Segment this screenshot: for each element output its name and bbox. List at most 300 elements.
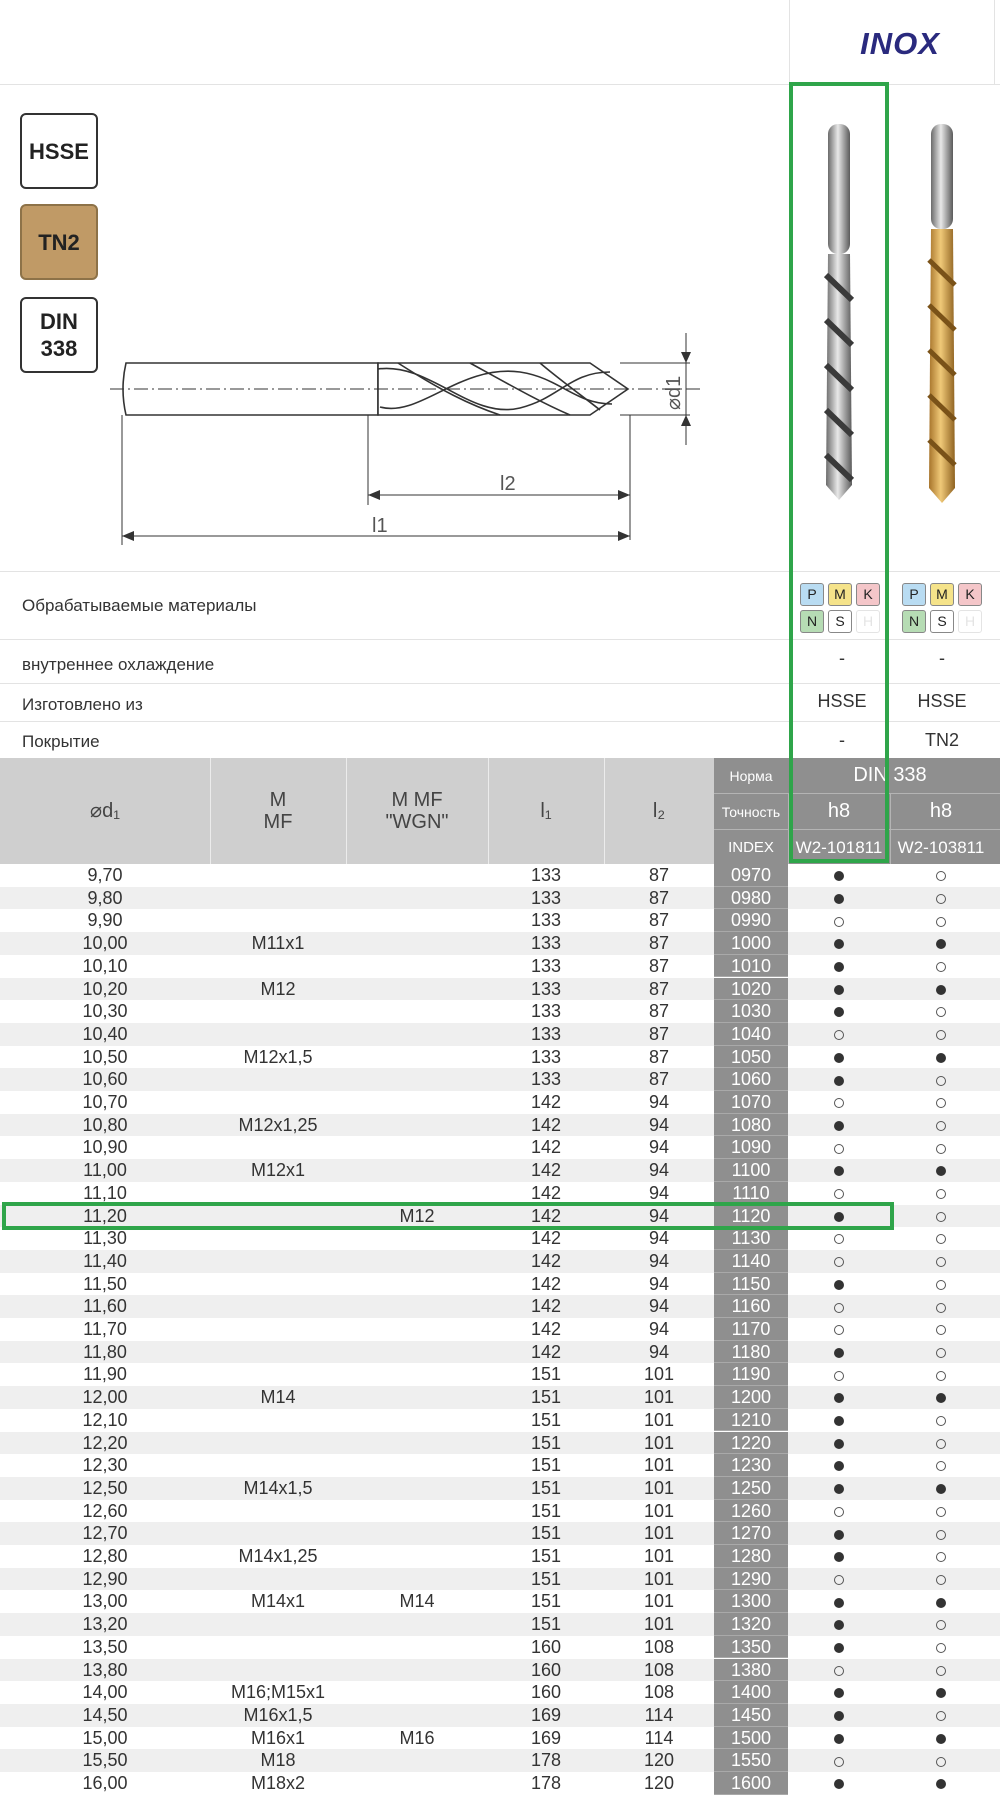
- on-order-circle-icon: [936, 1076, 946, 1086]
- length-l2-cell: 101: [643, 1591, 675, 1612]
- thread-m-cell: M14x1: [250, 1591, 306, 1612]
- stock-cell-col1: [788, 1273, 890, 1296]
- material-k: K: [856, 583, 880, 606]
- table-row: [0, 932, 1000, 955]
- length-l2-cell: 101: [643, 1455, 675, 1476]
- length-l1-cell: 142: [530, 1319, 562, 1339]
- table-row: [0, 1250, 1000, 1273]
- diameter-cell: 9,70: [87, 865, 123, 885]
- thread-m-cell: [210, 1341, 346, 1364]
- thread-wgn-cell: [346, 1114, 488, 1137]
- diameter-cell: 13,20: [82, 1614, 128, 1635]
- thread-m-cell: [210, 1454, 346, 1477]
- stock-cell-col2: [890, 864, 992, 887]
- stock-cell-col2: [890, 1295, 992, 1318]
- length-l2-cell: 94: [648, 1341, 670, 1362]
- table-row: [0, 1454, 1000, 1477]
- thread-wgn-cell: [346, 1159, 488, 1182]
- index-cell: 1400: [714, 1681, 788, 1704]
- diameter-cell: 11,30: [83, 1228, 127, 1249]
- in-stock-dot-icon: [834, 1484, 844, 1494]
- stock-cell-col2: [890, 1136, 992, 1159]
- coating-badge-label: TN2: [38, 229, 80, 255]
- table-row: [0, 1341, 1000, 1364]
- thread-m-cell: M11x1: [251, 933, 305, 954]
- index-cell: 1250: [714, 1477, 788, 1500]
- length-l1-cell: 133: [530, 1001, 562, 1022]
- drill-drawing: [110, 333, 700, 545]
- stock-cell-col1: [788, 1341, 890, 1364]
- index-cell: 1120: [714, 1205, 788, 1228]
- thread-wgn-cell: [346, 1500, 488, 1523]
- material-p: P: [800, 583, 824, 606]
- length-l1-cell: 133: [530, 955, 562, 976]
- material-h: H: [856, 610, 880, 633]
- thread-m-cell: [210, 1613, 346, 1636]
- length-l1-cell: 142: [530, 1205, 562, 1226]
- in-stock-dot-icon: [834, 894, 844, 904]
- stock-cell-col1: [788, 1409, 890, 1432]
- length-l2-cell: 101: [643, 1387, 675, 1408]
- header-l2: l₂: [604, 758, 715, 864]
- length-l1-cell: 142: [530, 1182, 562, 1203]
- on-order-circle-icon: [834, 1030, 844, 1040]
- in-stock-dot-icon: [936, 1688, 946, 1698]
- thread-m-cell: [210, 909, 346, 932]
- in-stock-dot-icon: [936, 985, 946, 995]
- stock-cell-col1: [788, 1636, 890, 1659]
- length-l1-cell: 178: [530, 1750, 562, 1771]
- in-stock-dot-icon: [936, 1734, 946, 1744]
- materials-row: [0, 571, 1000, 640]
- thread-m-cell: [210, 1136, 346, 1159]
- length-l1-cell: 133: [530, 1023, 562, 1044]
- stock-cell-col1: [788, 1205, 890, 1228]
- stock-cell-col1: [788, 1363, 890, 1386]
- thread-m-cell: [210, 1318, 346, 1341]
- stock-cell-col1: [788, 1727, 890, 1750]
- in-stock-dot-icon: [834, 1416, 844, 1426]
- on-order-circle-icon: [936, 1507, 946, 1517]
- in-stock-dot-icon: [834, 1711, 844, 1721]
- length-l2-cell: 94: [648, 1250, 670, 1271]
- on-order-circle-icon: [834, 1234, 844, 1244]
- thread-wgn-cell: M14: [399, 1591, 435, 1612]
- length-l2-cell: 94: [648, 1114, 670, 1135]
- in-stock-dot-icon: [936, 1053, 946, 1063]
- table-row: [0, 978, 1000, 1001]
- stock-cell-col2: [890, 1704, 992, 1727]
- length-l2-cell: 94: [648, 1205, 670, 1226]
- length-l1-cell: 133: [530, 865, 562, 885]
- diameter-cell: 13,80: [82, 1659, 128, 1680]
- thread-wgn-cell: [346, 1273, 488, 1296]
- thread-wgn-cell: [346, 909, 488, 932]
- length-l2-cell: 87: [648, 1023, 670, 1044]
- thread-m-cell: M14x1,5: [243, 1477, 313, 1498]
- length-l1-cell: 151: [530, 1614, 562, 1635]
- cooling-row: [0, 639, 1000, 684]
- on-order-circle-icon: [936, 894, 946, 904]
- stock-cell-col2: [890, 1046, 992, 1069]
- material-n: N: [800, 610, 824, 633]
- table-row: [0, 1318, 1000, 1341]
- thread-wgn-cell: [346, 1659, 488, 1682]
- coating-label: Покрытие: [22, 732, 100, 751]
- thread-wgn-cell: [346, 1613, 488, 1636]
- header-m-line2: MF: [263, 811, 293, 833]
- thread-wgn-cell: [346, 1000, 488, 1023]
- thread-wgn-cell: M12: [399, 1205, 435, 1226]
- stock-cell-col1: [788, 1704, 890, 1727]
- diameter-cell: 10,10: [82, 955, 128, 976]
- in-stock-dot-icon: [834, 1053, 844, 1063]
- thread-wgn-cell: [346, 1023, 488, 1046]
- drill-photo-steel: [826, 124, 852, 500]
- norm-badge-line2: 338: [40, 336, 78, 361]
- stock-cell-col1: [788, 1227, 890, 1250]
- length-l1-cell: 133: [530, 978, 562, 999]
- length-l1-cell: 133: [530, 933, 562, 954]
- index-cell: 1030: [714, 1000, 788, 1023]
- diameter-cell: 14,50: [82, 1704, 128, 1725]
- length-l2-cell: 101: [643, 1409, 675, 1430]
- table-row: [0, 909, 1000, 932]
- material-p: P: [902, 583, 926, 606]
- table-row: [0, 1227, 1000, 1250]
- index-cell: 0970: [714, 864, 788, 887]
- on-order-circle-icon: [834, 1757, 844, 1767]
- on-order-circle-icon: [834, 1575, 844, 1585]
- on-order-circle-icon: [936, 1666, 946, 1676]
- table-row: [0, 1636, 1000, 1659]
- index-cell: 1020: [714, 978, 788, 1001]
- thread-wgn-cell: [346, 1091, 488, 1114]
- length-l2-cell: 94: [648, 1137, 670, 1158]
- table-row: [0, 1114, 1000, 1137]
- thread-m-cell: [210, 1659, 346, 1682]
- stock-cell-col2: [890, 1273, 992, 1296]
- diameter-cell: 12,00: [82, 1387, 128, 1408]
- on-order-circle-icon: [936, 962, 946, 972]
- header-m-mf: [210, 758, 347, 864]
- stock-cell-col1: [788, 1568, 890, 1591]
- diameter-cell: 10,20: [82, 978, 128, 999]
- stock-cell-col2: [890, 1454, 992, 1477]
- material-s: S: [828, 610, 852, 633]
- table-row: [0, 1590, 1000, 1613]
- stock-cell-col2: [890, 955, 992, 978]
- stock-cell-col2: [890, 1318, 992, 1341]
- stock-cell-col2: [890, 1386, 992, 1409]
- stock-cell-col2: [890, 1159, 992, 1182]
- length-l1-cell: 142: [530, 1296, 562, 1317]
- diameter-cell: 10,00: [82, 933, 128, 954]
- thread-m-cell: [210, 1409, 346, 1432]
- index-cell: 1090: [714, 1136, 788, 1159]
- on-order-circle-icon: [936, 1212, 946, 1222]
- index-cell: 1160: [714, 1295, 788, 1318]
- material-m: M: [828, 583, 852, 606]
- stock-cell-col1: [788, 1318, 890, 1341]
- index-cell: 1230: [714, 1454, 788, 1477]
- stock-cell-col1: [788, 909, 890, 932]
- material-h: H: [958, 610, 982, 633]
- stock-cell-col2: [890, 1522, 992, 1545]
- norm-label: Норма: [729, 767, 773, 784]
- diameter-cell: 11,60: [83, 1296, 127, 1317]
- index-cell: 1350: [714, 1636, 788, 1659]
- drill-photo-gold: [929, 124, 955, 503]
- thread-wgn-cell: [346, 1046, 488, 1069]
- diameter-cell: 12,50: [82, 1477, 128, 1498]
- length-l1-cell: 142: [530, 1250, 562, 1271]
- thread-wgn-cell: [346, 1182, 488, 1205]
- index-cell: 1380: [714, 1659, 788, 1682]
- in-stock-dot-icon: [936, 1598, 946, 1608]
- length-l2-cell: 120: [643, 1750, 675, 1771]
- header-band: [0, 0, 1000, 85]
- table-row: [0, 1409, 1000, 1432]
- length-l1-cell: 169: [530, 1704, 562, 1725]
- stock-cell-col1: [788, 1182, 890, 1205]
- diameter-cell: 10,80: [82, 1114, 128, 1135]
- length-l1-cell: 151: [530, 1477, 562, 1498]
- on-order-circle-icon: [936, 1030, 946, 1040]
- on-order-circle-icon: [834, 917, 844, 927]
- index-cell: 1600: [714, 1772, 788, 1795]
- material-k: K: [958, 583, 982, 606]
- thread-wgn-cell: [346, 1772, 488, 1795]
- table-row: [0, 864, 1000, 887]
- in-stock-dot-icon: [834, 1598, 844, 1608]
- stock-cell-col2: [890, 1636, 992, 1659]
- thread-m-cell: M18x2: [250, 1773, 306, 1793]
- thread-m-cell: [210, 1522, 346, 1545]
- stock-cell-col2: [890, 1681, 992, 1704]
- on-order-circle-icon: [936, 1643, 946, 1653]
- index-cell: 1150: [714, 1273, 788, 1296]
- diameter-cell: 12,90: [82, 1568, 128, 1589]
- table-row: [0, 1568, 1000, 1591]
- table-row: [0, 887, 1000, 910]
- thread-m-cell: [210, 1295, 346, 1318]
- diameter-cell: 13,00: [82, 1591, 128, 1612]
- length-l1-cell: 133: [530, 1069, 562, 1090]
- on-order-circle-icon: [936, 1711, 946, 1721]
- on-order-circle-icon: [936, 1416, 946, 1426]
- table-row: [0, 1727, 1000, 1750]
- table-row: [0, 1772, 1000, 1795]
- length-l2-cell: 101: [643, 1614, 675, 1635]
- on-order-circle-icon: [936, 1121, 946, 1131]
- length-l1-cell: 151: [530, 1409, 562, 1430]
- thread-wgn-cell: [346, 1545, 488, 1568]
- length-l2-cell: 101: [643, 1500, 675, 1521]
- thread-wgn-cell: [346, 1681, 488, 1704]
- thread-wgn-cell: [346, 1749, 488, 1772]
- stock-cell-col2: [890, 1341, 992, 1364]
- table-row: [0, 1477, 1000, 1500]
- on-order-circle-icon: [936, 1303, 946, 1313]
- on-order-circle-icon: [936, 1348, 946, 1358]
- table-row: [0, 1659, 1000, 1682]
- length-l2-cell: 101: [643, 1546, 675, 1566]
- cooling-label: внутреннее охлаждение: [22, 655, 215, 674]
- stock-cell-col2: [890, 1000, 992, 1023]
- length-l1-cell: 133: [530, 1046, 562, 1067]
- table-header: [0, 758, 1000, 864]
- header-wgn-line1: M MF: [391, 789, 443, 811]
- thread-m-cell: [210, 1023, 346, 1046]
- thread-wgn-cell: [346, 1477, 488, 1500]
- index-cell: 1060: [714, 1068, 788, 1091]
- made-of-row: [0, 683, 1000, 722]
- length-l2-cell: 94: [648, 1319, 670, 1339]
- tolerance-col1: h8: [827, 800, 851, 822]
- thread-wgn-cell: [346, 887, 488, 910]
- thread-m-cell: M12: [260, 978, 296, 999]
- on-order-circle-icon: [936, 917, 946, 927]
- table-row: [0, 1046, 1000, 1069]
- index-cell: 1140: [714, 1250, 788, 1273]
- cooling-value-col1: -: [839, 648, 845, 668]
- stock-cell-col1: [788, 1749, 890, 1772]
- thread-wgn-cell: [346, 1341, 488, 1364]
- length-l2-cell: 114: [644, 1727, 674, 1748]
- thread-wgn-cell: [346, 1068, 488, 1091]
- table-row: [0, 1386, 1000, 1409]
- diameter-cell: 10,50: [82, 1046, 128, 1067]
- index-cell: 0980: [714, 887, 788, 910]
- length-l2-cell: 94: [648, 1182, 670, 1203]
- on-order-circle-icon: [834, 1507, 844, 1517]
- table-row: [0, 1363, 1000, 1386]
- index-col1: W2-101811: [795, 837, 883, 857]
- norm-badge-line1: DIN: [40, 309, 78, 334]
- in-stock-dot-icon: [834, 871, 844, 881]
- length-l1-cell: 151: [530, 1523, 562, 1544]
- on-order-circle-icon: [936, 1189, 946, 1199]
- on-order-circle-icon: [936, 1757, 946, 1767]
- diameter-cell: 13,50: [82, 1636, 128, 1657]
- on-order-circle-icon: [936, 1439, 946, 1449]
- stock-cell-col2: [890, 1023, 992, 1046]
- material-s: S: [930, 610, 954, 633]
- thread-wgn-cell: [346, 1432, 488, 1455]
- on-order-circle-icon: [834, 1098, 844, 1108]
- index-cell: 1280: [714, 1545, 788, 1568]
- stock-cell-col2: [890, 1568, 992, 1591]
- diameter-cell: 15,50: [82, 1750, 128, 1771]
- index-cell: 1180: [714, 1341, 788, 1364]
- diameter-cell: 11,20: [83, 1205, 127, 1226]
- diameter-cell: 12,60: [82, 1500, 128, 1521]
- diameter-cell: 11,50: [83, 1273, 127, 1294]
- thread-wgn-cell: [346, 1363, 488, 1386]
- d1-label: ⌀d1: [663, 375, 685, 410]
- on-order-circle-icon: [936, 1620, 946, 1630]
- stock-cell-col1: [788, 1545, 890, 1568]
- thread-m-cell: [210, 1205, 346, 1228]
- in-stock-dot-icon: [834, 1643, 844, 1653]
- stock-cell-col1: [788, 978, 890, 1001]
- coating-value-col2: TN2: [924, 730, 959, 750]
- index-cell: 1550: [714, 1749, 788, 1772]
- diameter-cell: 11,10: [83, 1182, 127, 1203]
- norm-value: DIN 338: [788, 758, 992, 793]
- length-l2-cell: 101: [643, 1432, 675, 1453]
- diameter-cell: 12,80: [82, 1546, 128, 1566]
- stock-cell-col1: [788, 1477, 890, 1500]
- length-l2-cell: 87: [648, 1069, 670, 1090]
- on-order-circle-icon: [834, 1257, 844, 1267]
- stock-cell-col1: [788, 1386, 890, 1409]
- on-order-circle-icon: [834, 1666, 844, 1676]
- length-l1-cell: 178: [530, 1773, 562, 1793]
- length-l1-cell: 169: [530, 1727, 562, 1748]
- thread-m-cell: [210, 1568, 346, 1591]
- diameter-cell: 10,70: [82, 1092, 128, 1112]
- index-col2: W2-103811: [897, 837, 985, 857]
- on-order-circle-icon: [834, 1325, 844, 1335]
- stock-cell-col2: [890, 1749, 992, 1772]
- diameter-cell: 11,80: [83, 1341, 127, 1362]
- thread-wgn-cell: [346, 1318, 488, 1341]
- index-cell: 1270: [714, 1522, 788, 1545]
- length-l1-cell: 151: [530, 1500, 562, 1521]
- table-row: [0, 1000, 1000, 1023]
- table-row: [0, 1182, 1000, 1205]
- length-l1-cell: 142: [530, 1092, 562, 1112]
- in-stock-dot-icon: [834, 1280, 844, 1290]
- stock-cell-col2: [890, 887, 992, 910]
- length-l1-cell: 151: [530, 1591, 562, 1612]
- diameter-cell: 10,40: [82, 1023, 128, 1044]
- coating-row: [0, 721, 1000, 759]
- thread-m-cell: M16x1: [250, 1727, 306, 1748]
- stock-cell-col2: [890, 1432, 992, 1455]
- thread-wgn-cell: [346, 1522, 488, 1545]
- length-l2-cell: 87: [648, 1046, 670, 1067]
- diameter-cell: 9,90: [87, 910, 123, 931]
- thread-m-cell: [210, 1500, 346, 1523]
- length-l1-cell: 151: [530, 1568, 562, 1589]
- thread-m-cell: M14: [260, 1387, 296, 1408]
- length-l2-cell: 114: [644, 1704, 674, 1725]
- header-wgn-line2: "WGN": [385, 811, 449, 833]
- stock-cell-col1: [788, 1613, 890, 1636]
- made-of-value-col1: HSSE: [817, 691, 867, 711]
- thread-m-cell: M12x1,25: [238, 1114, 318, 1135]
- length-l2-cell: 87: [648, 887, 670, 908]
- length-l1-cell: 151: [530, 1432, 562, 1453]
- on-order-circle-icon: [936, 1530, 946, 1540]
- diameter-cell: 10,30: [82, 1001, 128, 1022]
- thread-m-cell: [210, 1000, 346, 1023]
- stock-cell-col2: [890, 1114, 992, 1137]
- length-l1-cell: 151: [530, 1455, 562, 1476]
- stock-cell-col2: [890, 1613, 992, 1636]
- header-wgn: [346, 758, 489, 864]
- index-cell: 1080: [714, 1114, 788, 1137]
- table-row: [0, 1545, 1000, 1568]
- stock-cell-col1: [788, 1500, 890, 1523]
- thread-wgn-cell: [346, 978, 488, 1001]
- thread-m-cell: M18: [260, 1750, 296, 1771]
- thread-m-cell: [210, 1363, 346, 1386]
- index-cell: 1010: [714, 955, 788, 978]
